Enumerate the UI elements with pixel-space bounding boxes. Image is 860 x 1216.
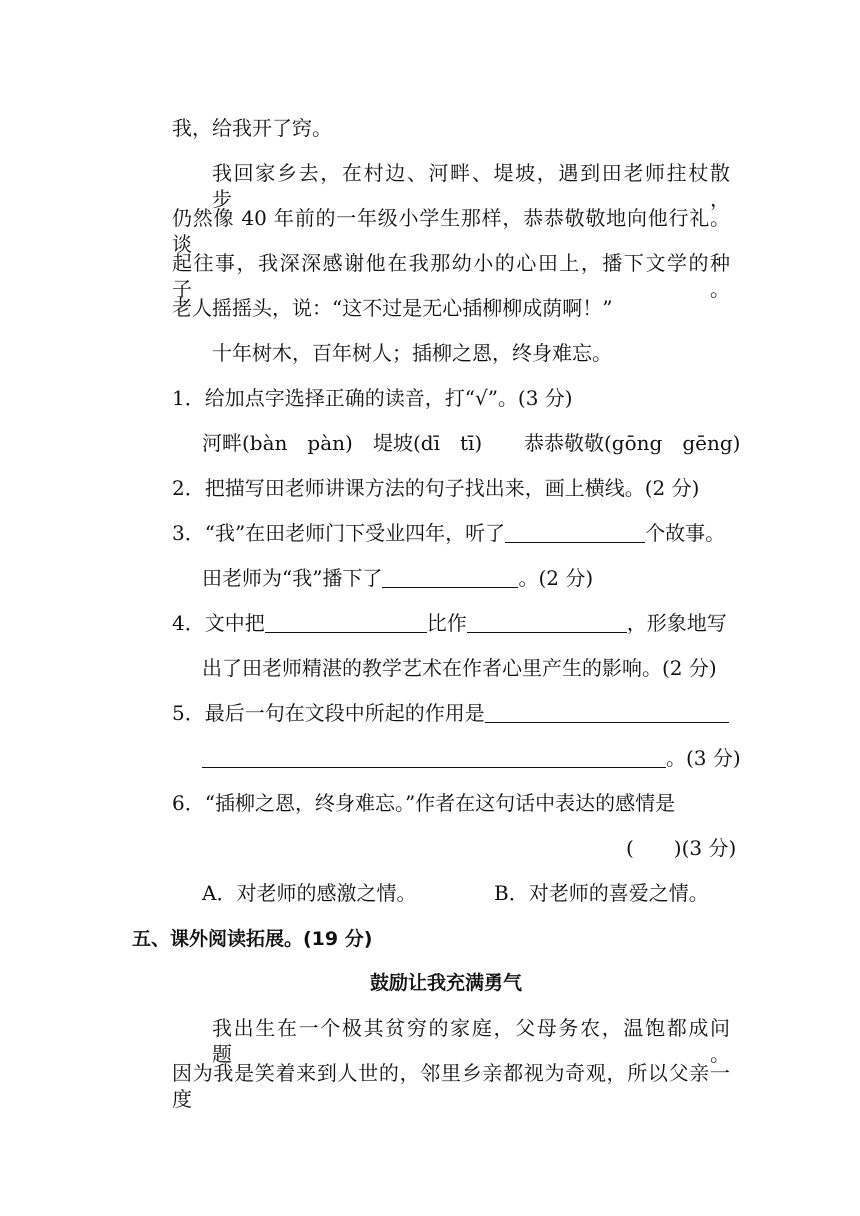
section-heading: 五、课外阅读拓展。(19 分) xyxy=(132,928,373,950)
question-text: 3．“我”在田老师门下受业四年，听了 xyxy=(172,521,506,545)
article-title: 鼓励让我充满勇气 xyxy=(370,972,523,994)
question-text: 个故事。 xyxy=(645,521,726,545)
answer-blank[interactable] xyxy=(202,747,666,768)
question-1-option-2 xyxy=(373,430,482,456)
question-1: 1．给加点字选择正确的读音，打“√”。(3 分) xyxy=(172,386,573,410)
passage-line: 仍然像 40 年前的一年级小学生那样，恭恭敬敬地向他行礼。谈 xyxy=(172,206,730,256)
option-pinyin: (bàn pàn) xyxy=(242,431,353,455)
passage-line: 老人摇摇头，说：“这不过是无心插柳柳成荫啊！” xyxy=(172,296,613,320)
passage-line: 我，给我开了窍。 xyxy=(172,116,332,140)
question-text: 5．最后一句在文段中所起的作用是 xyxy=(172,701,485,725)
passage-line: 十年树木，百年树人；插柳之恩，终身难忘。 xyxy=(212,341,612,365)
answer-blank[interactable] xyxy=(467,612,627,633)
article-line: 我出生在一个极其贫穷的家庭，父母务农，温饱都成问题。 xyxy=(212,1016,730,1066)
answer-blank[interactable] xyxy=(505,522,645,543)
question-4-line-1 xyxy=(172,610,727,636)
question-6: 6．“插柳之恩，终身难忘。”作者在这句话中表达的感情是 xyxy=(172,791,676,815)
option-word: 河畔 xyxy=(202,431,242,455)
question-1-option-3 xyxy=(524,430,740,456)
question-text: ，形象地写 xyxy=(626,611,727,635)
answer-blank[interactable] xyxy=(265,612,427,633)
question-text: 比作 xyxy=(426,611,467,635)
option-pinyin: (dī tī) xyxy=(413,431,483,455)
answer-blank[interactable] xyxy=(485,702,729,723)
question-2: 2．把描写田老师讲课方法的句子找出来，画上横线。(2 分) xyxy=(172,476,700,500)
question-5-line-1 xyxy=(172,700,729,726)
question-6-answer-slot[interactable]: ( )(3 分) xyxy=(626,836,737,860)
option-word: 堤坡 xyxy=(373,431,413,455)
question-4-line-2: 出了田老师精湛的教学艺术在作者心里产生的影响。(2 分) xyxy=(202,656,717,680)
question-3-line-2 xyxy=(202,565,593,591)
passage-line: 我回家乡去，在村边、河畔、堤坡，遇到田老师拄杖散步， xyxy=(212,161,730,211)
question-6-option-a[interactable]: A．对老师的感激之情。 xyxy=(202,881,417,905)
question-text: 。(2 分) xyxy=(518,566,594,590)
option-pinyin: (gōng gēng) xyxy=(604,431,741,455)
question-3-line-1 xyxy=(172,520,725,546)
question-1-option-1 xyxy=(202,430,353,456)
passage-line: 起往事，我深深感谢他在我那幼小的心田上，播下文学的种子。 xyxy=(172,251,730,301)
question-text: 。(3 分) xyxy=(666,746,741,770)
question-text: 4．文中把 xyxy=(172,611,265,635)
question-5-line-2 xyxy=(202,745,741,771)
question-text: 田老师为“我”播下了 xyxy=(202,566,383,590)
question-6-option-b[interactable]: B．对老师的喜爱之情。 xyxy=(494,881,709,905)
option-word: 恭恭敬敬 xyxy=(524,431,604,455)
answer-blank[interactable] xyxy=(382,567,518,588)
article-line: 因为我是笑着来到人世的，邻里乡亲都视为奇观，所以父亲一度 xyxy=(172,1061,730,1111)
